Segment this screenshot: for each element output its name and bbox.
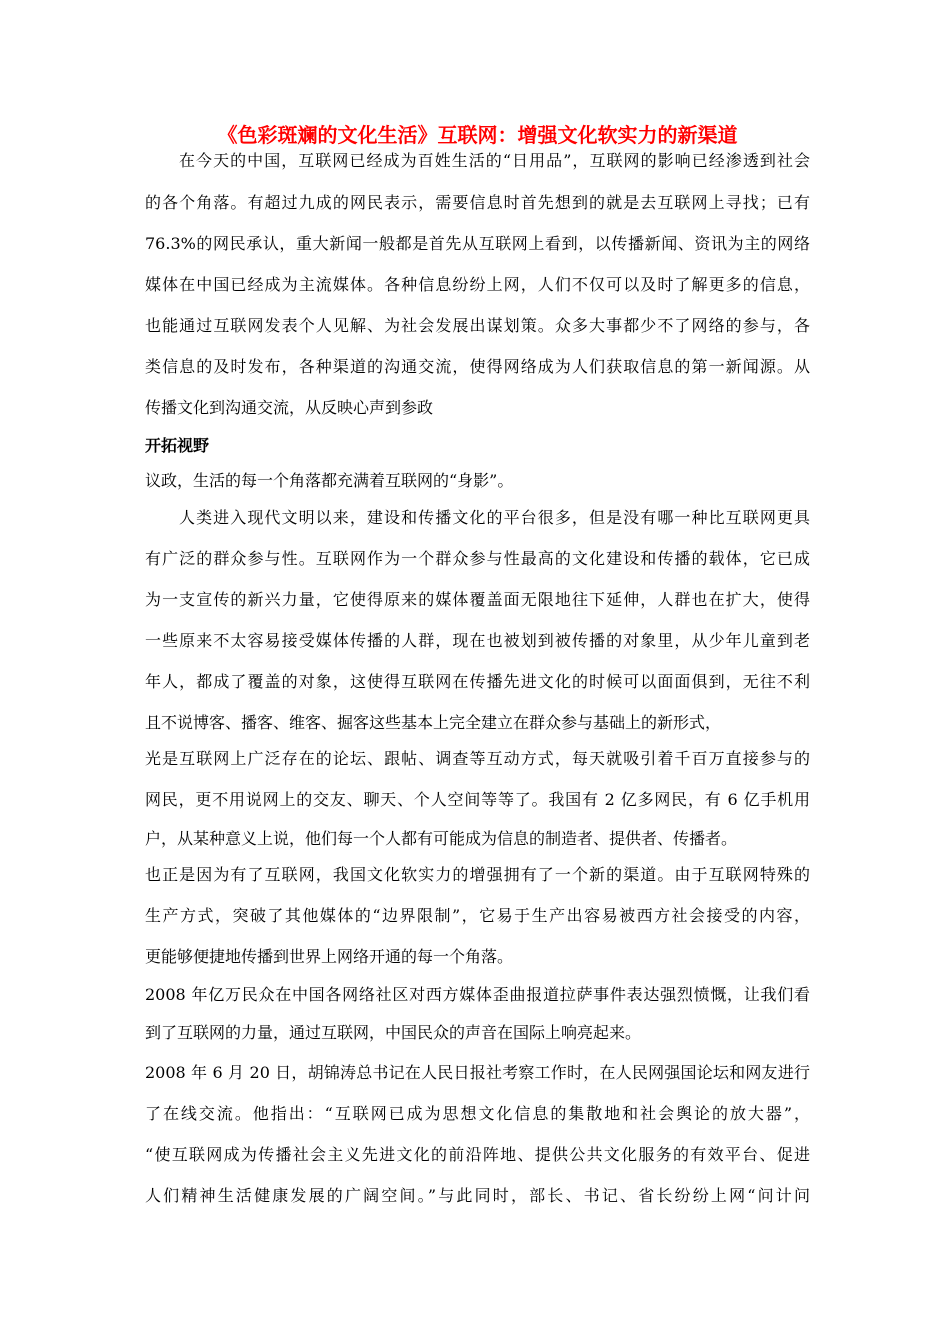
body-line-1: 在今天的中国，互联网已经成为百姓生活的“日用品”，互联网的影响已经渗透到社会	[179, 151, 810, 170]
body-line-14: 年人，都成了覆盖的对象，这使得互联网在传播先进文化的时候可以面面俱到，无往不利	[145, 672, 810, 691]
body-line-23: 到了互联网的力量，通过互联网，中国民众的声音在国际上响亮起来。	[145, 1023, 642, 1042]
body-line-19: 也正是因为有了互联网，我国文化软实力的增强拥有了一个新的渠道。由于互联网特殊的	[145, 865, 810, 884]
body-line-21: 更能够便捷地传播到世界上网络开通的每一个角落。	[145, 947, 514, 966]
body-line-25: 了在线交流。他指出：“互联网已成为思想文化信息的集散地和社会舆论的放大器”，	[145, 1104, 810, 1123]
body-line-6: 类信息的及时发布，各种渠道的沟通交流，使得网络成为人们获取信息的第一新闻源。从	[145, 357, 810, 376]
body-line-22: 2008 年亿万民众在中国各网络社区对西方媒体歪曲报道拉萨事件表达强烈愤慨，让我们看	[145, 985, 810, 1004]
body-line-10: 人类进入现代文明以来，建设和传播文化的平台很多，但是没有哪一种比互联网更具	[179, 508, 810, 527]
body-line-5: 也能通过互联网发表个人见解、为社会发展出谋划策。众多大事都少不了网络的参与，各	[145, 316, 810, 335]
body-line-18: 户，从某种意义上说，他们每一个人都有可能成为信息的制造者、提供者、传播者。	[145, 829, 738, 848]
body-line-3: 76.3%的网民承认，重大新闻一般都是首先从互联网上看到，以传播新闻、资讯为主的网络	[145, 234, 810, 253]
body-line-20: 生产方式，突破了其他媒体的“边界限制”，它易于生产出容易被西方社会接受的内容，	[145, 906, 810, 925]
body-line-15: 且不说博客、播客、维客、掘客这些基本上完全建立在群众参与基础上的新形式，	[145, 713, 722, 732]
body-line-7: 传播文化到沟通交流，从反映心声到参政	[145, 398, 434, 417]
body-line-12: 为一支宣传的新兴力量，它使得原来的媒体覆盖面无限地往下延伸，人群也在扩大，使得	[145, 590, 810, 609]
body-line-13: 一些原来不太容易接受媒体传播的人群，现在也被划到被传播的对象里，从少年儿童到老	[145, 631, 810, 650]
body-line-11: 有广泛的群众参与性。互联网作为一个群众参与性最高的文化建设和传播的载体，它已成	[145, 549, 810, 568]
section-heading: 开拓视野	[145, 436, 210, 455]
body-line-2: 的各个角落。有超过九成的网民表示，需要信息时首先想到的就是去互联网上寻找；已有	[145, 193, 810, 212]
body-line-17: 网民，更不用说网上的交友、聊天、个人空间等等了。我国有 2 亿多网民，有 6 亿手机用	[145, 790, 810, 809]
body-line-16: 光是互联网上广泛存在的论坛、跟帖、调查等互动方式，每天就吸引着千百万直接参与的	[145, 749, 810, 768]
body-line-26: “使互联网成为传播社会主义先进文化的前沿阵地、提供公共文化服务的有效平台、促进	[145, 1145, 810, 1164]
body-line-27: 人们精神生活健康发展的广阔空间。”与此同时，部长、书记、省长纷纷上网“问计问	[145, 1186, 810, 1205]
body-line-9: 议政，生活的每一个角落都充满着互联网的“身影”。	[145, 471, 514, 490]
article-title: 《色彩斑斓的文化生活》互联网：增强文化软实力的新渠道	[217, 123, 738, 147]
body-line-24: 2008 年 6 月 20 日，胡锦涛总书记在人民日报社考察工作时，在人民网强国论坛和网友进行	[145, 1063, 810, 1082]
body-line-4: 媒体在中国已经成为主流媒体。各种信息纷纷上网，人们不仅可以及时了解更多的信息，	[145, 275, 810, 294]
